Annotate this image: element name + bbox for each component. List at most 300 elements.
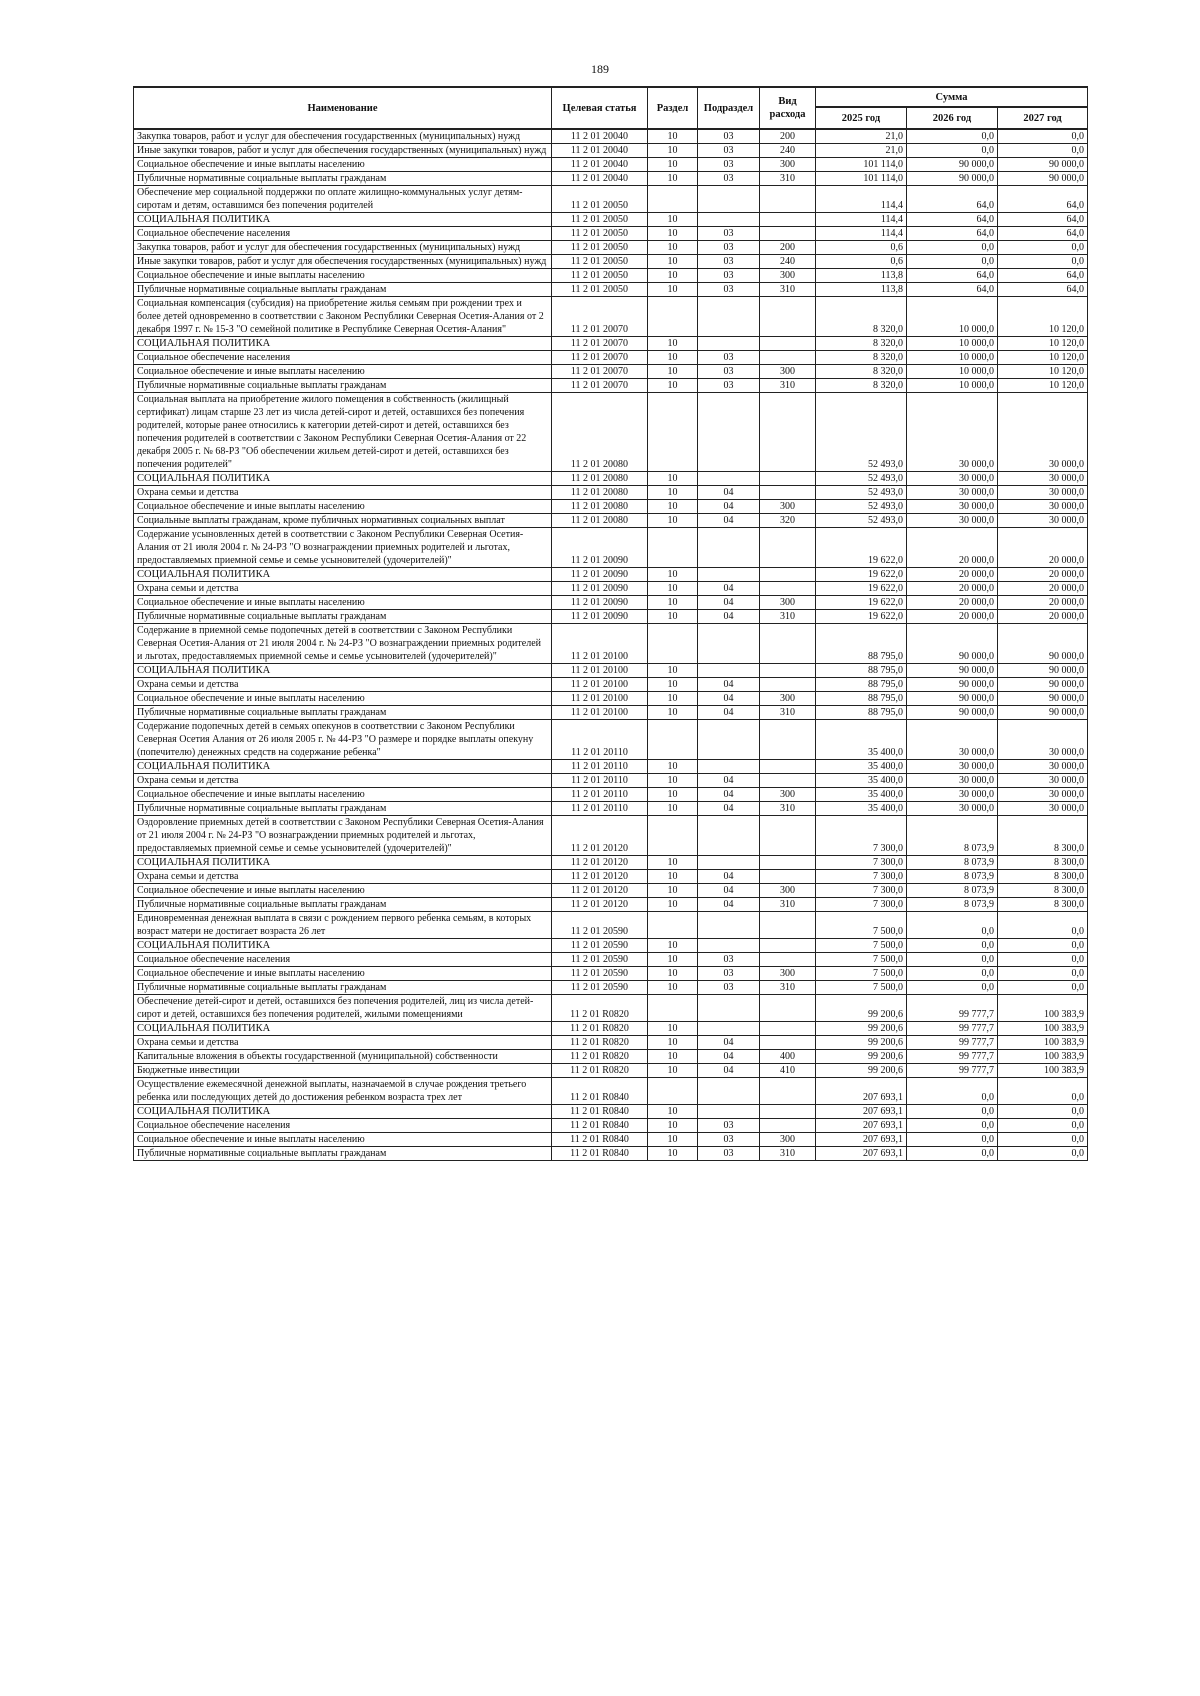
cell-2026: 30 000,0 — [907, 788, 998, 802]
cell-type — [760, 856, 816, 870]
cell-article: 11 2 01 20090 — [552, 528, 648, 568]
cell-name: Охрана семьи и детства — [134, 678, 552, 692]
header-2027: 2027 год — [998, 107, 1088, 129]
cell-article: 11 2 01 20040 — [552, 172, 648, 186]
cell-2027: 90 000,0 — [998, 678, 1088, 692]
cell-type: 300 — [760, 1133, 816, 1147]
cell-subsection — [698, 528, 760, 568]
cell-section — [648, 297, 698, 337]
cell-section: 10 — [648, 802, 698, 816]
cell-subsection — [698, 664, 760, 678]
cell-2026: 0,0 — [907, 1078, 998, 1105]
cell-name: Социальное обеспечение и иные выплаты населению — [134, 884, 552, 898]
cell-section: 10 — [648, 1133, 698, 1147]
cell-2025: 52 493,0 — [816, 486, 907, 500]
cell-2027: 90 000,0 — [998, 158, 1088, 172]
cell-2025: 7 500,0 — [816, 939, 907, 953]
cell-subsection: 03 — [698, 172, 760, 186]
cell-type — [760, 1078, 816, 1105]
cell-subsection — [698, 393, 760, 472]
cell-2026: 90 000,0 — [907, 664, 998, 678]
cell-2027: 30 000,0 — [998, 393, 1088, 472]
cell-2027: 64,0 — [998, 283, 1088, 297]
cell-2026: 0,0 — [907, 1105, 998, 1119]
cell-2027: 0,0 — [998, 953, 1088, 967]
cell-subsection: 03 — [698, 255, 760, 269]
table-row — [134, 582, 1088, 596]
cell-type — [760, 1105, 816, 1119]
cell-2027: 0,0 — [998, 1078, 1088, 1105]
cell-article: 11 2 01 20070 — [552, 337, 648, 351]
cell-2027: 8 300,0 — [998, 870, 1088, 884]
table-row — [134, 172, 1088, 186]
cell-name: Публичные нормативные социальные выплаты гражданам — [134, 1147, 552, 1161]
cell-subsection — [698, 995, 760, 1022]
cell-2025: 0,6 — [816, 241, 907, 255]
cell-subsection: 04 — [698, 706, 760, 720]
cell-article: 11 2 01 20040 — [552, 158, 648, 172]
cell-2027: 100 383,9 — [998, 1036, 1088, 1050]
cell-name: Содержание усыновленных детей в соответствии с Законом Республики Северная Осетия-Алания от 21 июля 2004 г. № 24-РЗ "О вознаграждении приемных родителей и льготах, предоставляемых приемной семье и семье усыновителей (удочерителей)" — [134, 528, 552, 568]
cell-type: 310 — [760, 1147, 816, 1161]
cell-2026: 8 073,9 — [907, 870, 998, 884]
cell-2027: 0,0 — [998, 129, 1088, 144]
cell-article: 11 2 01 20590 — [552, 967, 648, 981]
cell-section: 10 — [648, 241, 698, 255]
header-article: Целевая статья — [552, 87, 648, 129]
cell-section: 10 — [648, 255, 698, 269]
header-2026: 2026 год — [907, 107, 998, 129]
cell-subsection — [698, 856, 760, 870]
cell-subsection: 04 — [698, 1064, 760, 1078]
cell-2027: 90 000,0 — [998, 692, 1088, 706]
cell-subsection: 03 — [698, 1119, 760, 1133]
cell-2026: 99 777,7 — [907, 1050, 998, 1064]
cell-name: Социальное обеспечение и иные выплаты населению — [134, 1133, 552, 1147]
cell-2025: 7 300,0 — [816, 856, 907, 870]
table-row — [134, 610, 1088, 624]
cell-2027: 10 120,0 — [998, 351, 1088, 365]
cell-subsection: 03 — [698, 158, 760, 172]
cell-type: 300 — [760, 967, 816, 981]
cell-name: Публичные нормативные социальные выплаты гражданам — [134, 172, 552, 186]
cell-section: 10 — [648, 158, 698, 172]
cell-article: 11 2 01 R0820 — [552, 1064, 648, 1078]
cell-section: 10 — [648, 774, 698, 788]
cell-2027: 20 000,0 — [998, 568, 1088, 582]
cell-2027: 90 000,0 — [998, 172, 1088, 186]
cell-2025: 19 622,0 — [816, 568, 907, 582]
cell-article: 11 2 01 20120 — [552, 856, 648, 870]
cell-2025: 35 400,0 — [816, 788, 907, 802]
cell-name: Публичные нормативные социальные выплаты гражданам — [134, 898, 552, 912]
table-row — [134, 297, 1088, 337]
cell-section: 10 — [648, 337, 698, 351]
cell-subsection: 04 — [698, 802, 760, 816]
cell-section: 10 — [648, 788, 698, 802]
cell-2025: 8 320,0 — [816, 337, 907, 351]
cell-type — [760, 774, 816, 788]
table-row — [134, 706, 1088, 720]
cell-2026: 20 000,0 — [907, 568, 998, 582]
budget-table — [133, 86, 1088, 1161]
cell-2027: 64,0 — [998, 269, 1088, 283]
table-row — [134, 351, 1088, 365]
cell-2026: 99 777,7 — [907, 1036, 998, 1050]
cell-2027: 10 120,0 — [998, 297, 1088, 337]
cell-2027: 0,0 — [998, 1147, 1088, 1161]
cell-2026: 10 000,0 — [907, 379, 998, 393]
cell-article: 11 2 01 20110 — [552, 760, 648, 774]
cell-2025: 88 795,0 — [816, 624, 907, 664]
cell-2027: 30 000,0 — [998, 774, 1088, 788]
cell-type: 310 — [760, 283, 816, 297]
table-row — [134, 884, 1088, 898]
cell-section — [648, 720, 698, 760]
cell-article: 11 2 01 20110 — [552, 720, 648, 760]
cell-type — [760, 678, 816, 692]
cell-subsection: 03 — [698, 1147, 760, 1161]
cell-2027: 100 383,9 — [998, 995, 1088, 1022]
cell-subsection — [698, 472, 760, 486]
cell-subsection: 03 — [698, 129, 760, 144]
cell-name: СОЦИАЛЬНАЯ ПОЛИТИКА — [134, 939, 552, 953]
cell-name: Социальное обеспечение и иные выплаты населению — [134, 692, 552, 706]
cell-section: 10 — [648, 884, 698, 898]
table-row — [134, 912, 1088, 939]
cell-2025: 207 693,1 — [816, 1105, 907, 1119]
cell-section: 10 — [648, 1064, 698, 1078]
cell-subsection — [698, 568, 760, 582]
table-row — [134, 596, 1088, 610]
cell-subsection: 04 — [698, 884, 760, 898]
table-row — [134, 788, 1088, 802]
cell-article: 11 2 01 20080 — [552, 486, 648, 500]
cell-subsection: 04 — [698, 1050, 760, 1064]
table-row — [134, 568, 1088, 582]
cell-type: 300 — [760, 788, 816, 802]
table-body — [134, 129, 1088, 1161]
cell-name: СОЦИАЛЬНАЯ ПОЛИТИКА — [134, 213, 552, 227]
cell-section — [648, 995, 698, 1022]
cell-section: 10 — [648, 939, 698, 953]
cell-2026: 8 073,9 — [907, 884, 998, 898]
cell-section — [648, 1078, 698, 1105]
cell-2025: 114,4 — [816, 213, 907, 227]
cell-name: СОЦИАЛЬНАЯ ПОЛИТИКА — [134, 760, 552, 774]
header-subsection: Подраздел — [698, 87, 760, 129]
table-row — [134, 1022, 1088, 1036]
cell-article: 11 2 01 20080 — [552, 472, 648, 486]
table-row — [134, 379, 1088, 393]
cell-2025: 101 114,0 — [816, 172, 907, 186]
cell-article: 11 2 01 R0840 — [552, 1105, 648, 1119]
cell-subsection: 04 — [698, 500, 760, 514]
table-row — [134, 241, 1088, 255]
cell-2027: 30 000,0 — [998, 472, 1088, 486]
cell-2025: 19 622,0 — [816, 596, 907, 610]
cell-2025: 7 300,0 — [816, 898, 907, 912]
cell-article: 11 2 01 20050 — [552, 186, 648, 213]
table-row — [134, 1064, 1088, 1078]
cell-name: Социальное обеспечение и иные выплаты населению — [134, 158, 552, 172]
cell-subsection: 04 — [698, 692, 760, 706]
cell-2025: 52 493,0 — [816, 514, 907, 528]
cell-2027: 90 000,0 — [998, 664, 1088, 678]
cell-name: Социальное обеспечение населения — [134, 1119, 552, 1133]
cell-2027: 30 000,0 — [998, 500, 1088, 514]
cell-subsection: 04 — [698, 870, 760, 884]
cell-2027: 20 000,0 — [998, 596, 1088, 610]
cell-type: 240 — [760, 144, 816, 158]
cell-2027: 20 000,0 — [998, 582, 1088, 596]
cell-subsection: 03 — [698, 144, 760, 158]
cell-2027: 0,0 — [998, 241, 1088, 255]
cell-2027: 20 000,0 — [998, 610, 1088, 624]
cell-article: 11 2 01 20100 — [552, 678, 648, 692]
cell-2026: 30 000,0 — [907, 514, 998, 528]
cell-type — [760, 912, 816, 939]
cell-name: Публичные нормативные социальные выплаты гражданам — [134, 706, 552, 720]
table-row — [134, 856, 1088, 870]
cell-2025: 207 693,1 — [816, 1133, 907, 1147]
cell-section: 10 — [648, 596, 698, 610]
cell-2025: 35 400,0 — [816, 774, 907, 788]
cell-subsection: 03 — [698, 967, 760, 981]
cell-2026: 64,0 — [907, 283, 998, 297]
cell-2025: 52 493,0 — [816, 500, 907, 514]
cell-type — [760, 186, 816, 213]
cell-2026: 90 000,0 — [907, 678, 998, 692]
cell-section: 10 — [648, 227, 698, 241]
cell-subsection — [698, 624, 760, 664]
cell-name: Осуществление ежемесячной денежной выплаты, назначаемой в случае рождения третьего ребенка или последующих детей до достижения ребенком возраста трех лет — [134, 1078, 552, 1105]
cell-2027: 0,0 — [998, 255, 1088, 269]
cell-2027: 64,0 — [998, 213, 1088, 227]
cell-section: 10 — [648, 283, 698, 297]
table-row — [134, 981, 1088, 995]
cell-article: 11 2 01 20080 — [552, 500, 648, 514]
table-row — [134, 692, 1088, 706]
cell-type — [760, 393, 816, 472]
cell-2027: 30 000,0 — [998, 760, 1088, 774]
cell-2025: 99 200,6 — [816, 1022, 907, 1036]
cell-type — [760, 720, 816, 760]
table-row — [134, 144, 1088, 158]
cell-subsection — [698, 939, 760, 953]
table-row — [134, 760, 1088, 774]
cell-2026: 64,0 — [907, 269, 998, 283]
table-row — [134, 186, 1088, 213]
table-row — [134, 158, 1088, 172]
cell-type — [760, 1119, 816, 1133]
cell-2027: 8 300,0 — [998, 816, 1088, 856]
cell-2027: 100 383,9 — [998, 1064, 1088, 1078]
cell-2027: 10 120,0 — [998, 337, 1088, 351]
table-row — [134, 1105, 1088, 1119]
table-row — [134, 664, 1088, 678]
cell-type — [760, 664, 816, 678]
cell-2026: 0,0 — [907, 981, 998, 995]
header-type: Вид расхода — [760, 87, 816, 129]
cell-type — [760, 953, 816, 967]
cell-article: 11 2 01 20090 — [552, 568, 648, 582]
cell-article: 11 2 01 20050 — [552, 213, 648, 227]
table-row — [134, 213, 1088, 227]
cell-type: 300 — [760, 884, 816, 898]
cell-article: 11 2 01 20050 — [552, 283, 648, 297]
cell-section: 10 — [648, 144, 698, 158]
cell-2025: 7 300,0 — [816, 884, 907, 898]
header-name: Наименование — [134, 87, 552, 129]
cell-name: Социальное обеспечение населения — [134, 227, 552, 241]
cell-type: 310 — [760, 172, 816, 186]
cell-type: 310 — [760, 706, 816, 720]
cell-2025: 114,4 — [816, 227, 907, 241]
cell-type: 300 — [760, 596, 816, 610]
cell-type — [760, 816, 816, 856]
cell-2026: 99 777,7 — [907, 995, 998, 1022]
cell-2026: 90 000,0 — [907, 158, 998, 172]
cell-2025: 99 200,6 — [816, 1036, 907, 1050]
table-row — [134, 472, 1088, 486]
cell-article: 11 2 01 20110 — [552, 774, 648, 788]
cell-2027: 30 000,0 — [998, 788, 1088, 802]
cell-2027: 90 000,0 — [998, 624, 1088, 664]
cell-section — [648, 186, 698, 213]
cell-name: Обеспечение детей-сирот и детей, оставшихся без попечения родителей, лиц из числа детей-сирот и детей, оставшихся без попечения родителей, жилыми помещениями — [134, 995, 552, 1022]
cell-name: Социальное обеспечение и иные выплаты населению — [134, 967, 552, 981]
cell-2026: 10 000,0 — [907, 337, 998, 351]
cell-name: СОЦИАЛЬНАЯ ПОЛИТИКА — [134, 568, 552, 582]
table-row — [134, 774, 1088, 788]
cell-type: 310 — [760, 898, 816, 912]
cell-type — [760, 337, 816, 351]
table-row — [134, 678, 1088, 692]
cell-type — [760, 213, 816, 227]
cell-article: 11 2 01 20100 — [552, 706, 648, 720]
cell-section: 10 — [648, 379, 698, 393]
cell-name: Публичные нормативные социальные выплаты гражданам — [134, 283, 552, 297]
cell-name: Закупка товаров, работ и услуг для обеспечения государственных (муниципальных) нужд — [134, 129, 552, 144]
cell-type — [760, 1036, 816, 1050]
cell-subsection — [698, 816, 760, 856]
cell-section: 10 — [648, 870, 698, 884]
cell-subsection: 03 — [698, 953, 760, 967]
page-number: 189 — [591, 62, 609, 76]
cell-type: 300 — [760, 500, 816, 514]
cell-subsection — [698, 720, 760, 760]
table-row — [134, 816, 1088, 856]
table-row — [134, 1078, 1088, 1105]
cell-2026: 64,0 — [907, 213, 998, 227]
cell-type — [760, 472, 816, 486]
cell-2027: 30 000,0 — [998, 514, 1088, 528]
cell-2026: 64,0 — [907, 227, 998, 241]
cell-2025: 8 320,0 — [816, 351, 907, 365]
cell-article: 11 2 01 20080 — [552, 393, 648, 472]
cell-2025: 99 200,6 — [816, 995, 907, 1022]
cell-name: Охрана семьи и детства — [134, 1036, 552, 1050]
cell-2026: 8 073,9 — [907, 816, 998, 856]
cell-type — [760, 227, 816, 241]
cell-article: 11 2 01 20120 — [552, 816, 648, 856]
table-row — [134, 269, 1088, 283]
cell-name: СОЦИАЛЬНАЯ ПОЛИТИКА — [134, 1105, 552, 1119]
header-sum: Сумма — [816, 87, 1088, 107]
cell-2027: 0,0 — [998, 912, 1088, 939]
cell-subsection: 03 — [698, 269, 760, 283]
table-row — [134, 283, 1088, 297]
table-row — [134, 870, 1088, 884]
cell-section: 10 — [648, 129, 698, 144]
cell-2026: 20 000,0 — [907, 528, 998, 568]
cell-2026: 0,0 — [907, 1119, 998, 1133]
cell-section: 10 — [648, 1022, 698, 1036]
cell-section: 10 — [648, 1147, 698, 1161]
cell-2027: 0,0 — [998, 981, 1088, 995]
cell-2026: 30 000,0 — [907, 774, 998, 788]
cell-section — [648, 816, 698, 856]
cell-name: Охрана семьи и детства — [134, 870, 552, 884]
table-row — [134, 393, 1088, 472]
cell-type — [760, 568, 816, 582]
cell-subsection — [698, 1022, 760, 1036]
table-row — [134, 995, 1088, 1022]
cell-2026: 30 000,0 — [907, 720, 998, 760]
cell-2026: 99 777,7 — [907, 1022, 998, 1036]
cell-2025: 88 795,0 — [816, 692, 907, 706]
table-row — [134, 624, 1088, 664]
cell-name: Социальные выплаты гражданам, кроме публичных нормативных социальных выплат — [134, 514, 552, 528]
cell-2025: 88 795,0 — [816, 664, 907, 678]
cell-section: 10 — [648, 953, 698, 967]
cell-2026: 0,0 — [907, 939, 998, 953]
cell-2025: 19 622,0 — [816, 582, 907, 596]
cell-article: 11 2 01 20070 — [552, 365, 648, 379]
cell-article: 11 2 01 20590 — [552, 912, 648, 939]
cell-name: Охрана семьи и детства — [134, 486, 552, 500]
cell-article: 11 2 01 R0840 — [552, 1119, 648, 1133]
table-row — [134, 486, 1088, 500]
cell-section — [648, 528, 698, 568]
cell-type — [760, 624, 816, 664]
cell-name: Закупка товаров, работ и услуг для обеспечения государственных (муниципальных) нужд — [134, 241, 552, 255]
cell-2025: 207 693,1 — [816, 1119, 907, 1133]
table-row — [134, 1050, 1088, 1064]
cell-2026: 0,0 — [907, 129, 998, 144]
cell-2027: 100 383,9 — [998, 1050, 1088, 1064]
table-row — [134, 255, 1088, 269]
table-row — [134, 500, 1088, 514]
cell-name: Социальное обеспечение и иные выплаты населению — [134, 365, 552, 379]
table-row — [134, 1147, 1088, 1161]
cell-section: 10 — [648, 472, 698, 486]
cell-subsection — [698, 912, 760, 939]
cell-subsection: 04 — [698, 774, 760, 788]
cell-type — [760, 939, 816, 953]
cell-2025: 207 693,1 — [816, 1078, 907, 1105]
cell-name: Оздоровление приемных детей в соответствии с Законом Республики Северная Осетия-Алания от 21 июля 2004 г. № 24-РЗ "О вознаграждении приемных родителей и льготах, предоставляемых приемной семье и семье усыновителей (удочерителей)" — [134, 816, 552, 856]
cell-2026: 30 000,0 — [907, 472, 998, 486]
cell-name: Охрана семьи и детства — [134, 774, 552, 788]
cell-2026: 10 000,0 — [907, 365, 998, 379]
cell-article: 11 2 01 R0840 — [552, 1147, 648, 1161]
cell-name: Социальное обеспечение и иные выплаты населению — [134, 269, 552, 283]
cell-section — [648, 912, 698, 939]
cell-article: 11 2 01 R0820 — [552, 995, 648, 1022]
cell-section: 10 — [648, 213, 698, 227]
